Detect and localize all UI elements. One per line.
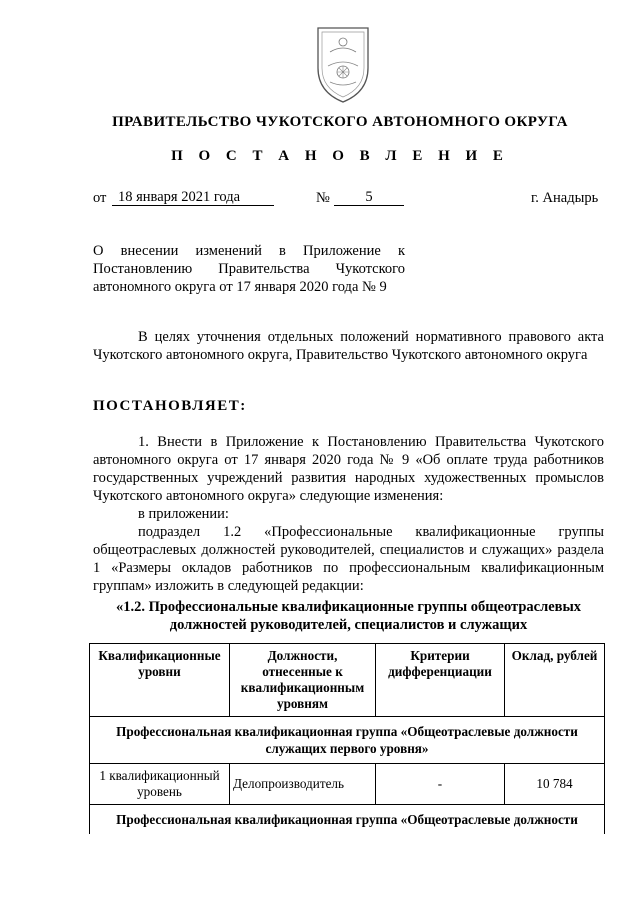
table-header-row xyxy=(90,644,605,717)
table-group-row xyxy=(90,717,605,764)
table-header-cell: Оклад, рублей xyxy=(505,644,605,717)
document-type: П О С Т А Н О В Л Е Н И Е xyxy=(171,148,509,164)
number-value: 5 xyxy=(334,190,404,206)
table-group-row xyxy=(90,805,605,835)
city: г. Анадырь xyxy=(531,190,599,206)
subject-line: автономного округа от 17 января 2020 года № 9 xyxy=(93,279,387,295)
resolves-heading: ПОСТАНОВЛЯЕТ: xyxy=(93,398,247,414)
table-header-cell: Должности, отнесенные к квалификационным уровням xyxy=(230,644,376,717)
level-cell: 1 квалификационный уровень xyxy=(90,764,230,805)
criteria-cell: - xyxy=(376,764,505,805)
table-header-cell: Квалификационные уровни xyxy=(90,644,230,717)
table-row xyxy=(90,764,605,805)
date-prefix: от xyxy=(93,190,107,206)
body-item-1: 1. Внести в Приложение к Постановлению Правительства Чукотского автономного округа от 17 января 2020 года № 9 «Об оплате труда работников государственных учреждений развития народных художественных промыслов Чукотского автономного округа» следующие изменения: xyxy=(93,434,604,504)
subject-line: Постановлению Правительства Чукотского xyxy=(93,261,405,277)
document-subject xyxy=(93,242,405,296)
coat-of-arms-emblem xyxy=(308,22,378,106)
salary-cell: 10 784 xyxy=(505,764,605,805)
body-item-1-text: подраздел 1.2 «Профессиональные квалификационные группы общеотраслевых должностей руководителей, специалистов и служащих» раздела 1 «Размеры окладов работников по профессиональным квалификационным группам» изложить в следующей редакции: xyxy=(93,524,604,594)
body-item-1-sub: в приложении: xyxy=(138,506,229,522)
subsection-heading: «1.2. Профессиональные квалификационные группы общеотраслевых должностей руководителей, специалистов и служащих xyxy=(115,599,582,633)
date-value: 18 января 2021 года xyxy=(112,190,274,206)
number-sign: № xyxy=(316,190,330,206)
government-name: ПРАВИТЕЛЬСТВО ЧУКОТСКОГО АВТОНОМНОГО ОКРУГА xyxy=(112,114,568,130)
group-title: Профессиональная квалификационная группа «Общеотраслевые должности xyxy=(90,805,605,835)
position-cell: Делопроизводитель xyxy=(230,764,376,805)
preamble: В целях уточнения отдельных положений нормативного правового акта Чукотского автономного округа, Правительство Чукотского автономного округа xyxy=(93,329,604,363)
subject-line: О внесении изменений в Приложение к xyxy=(93,243,405,259)
salary-table xyxy=(89,643,605,834)
table-header-cell: Критерии дифференциации xyxy=(376,644,505,717)
group-title: Профессиональная квалификационная группа «Общеотраслевые должности служащих первого уровня» xyxy=(90,717,605,764)
